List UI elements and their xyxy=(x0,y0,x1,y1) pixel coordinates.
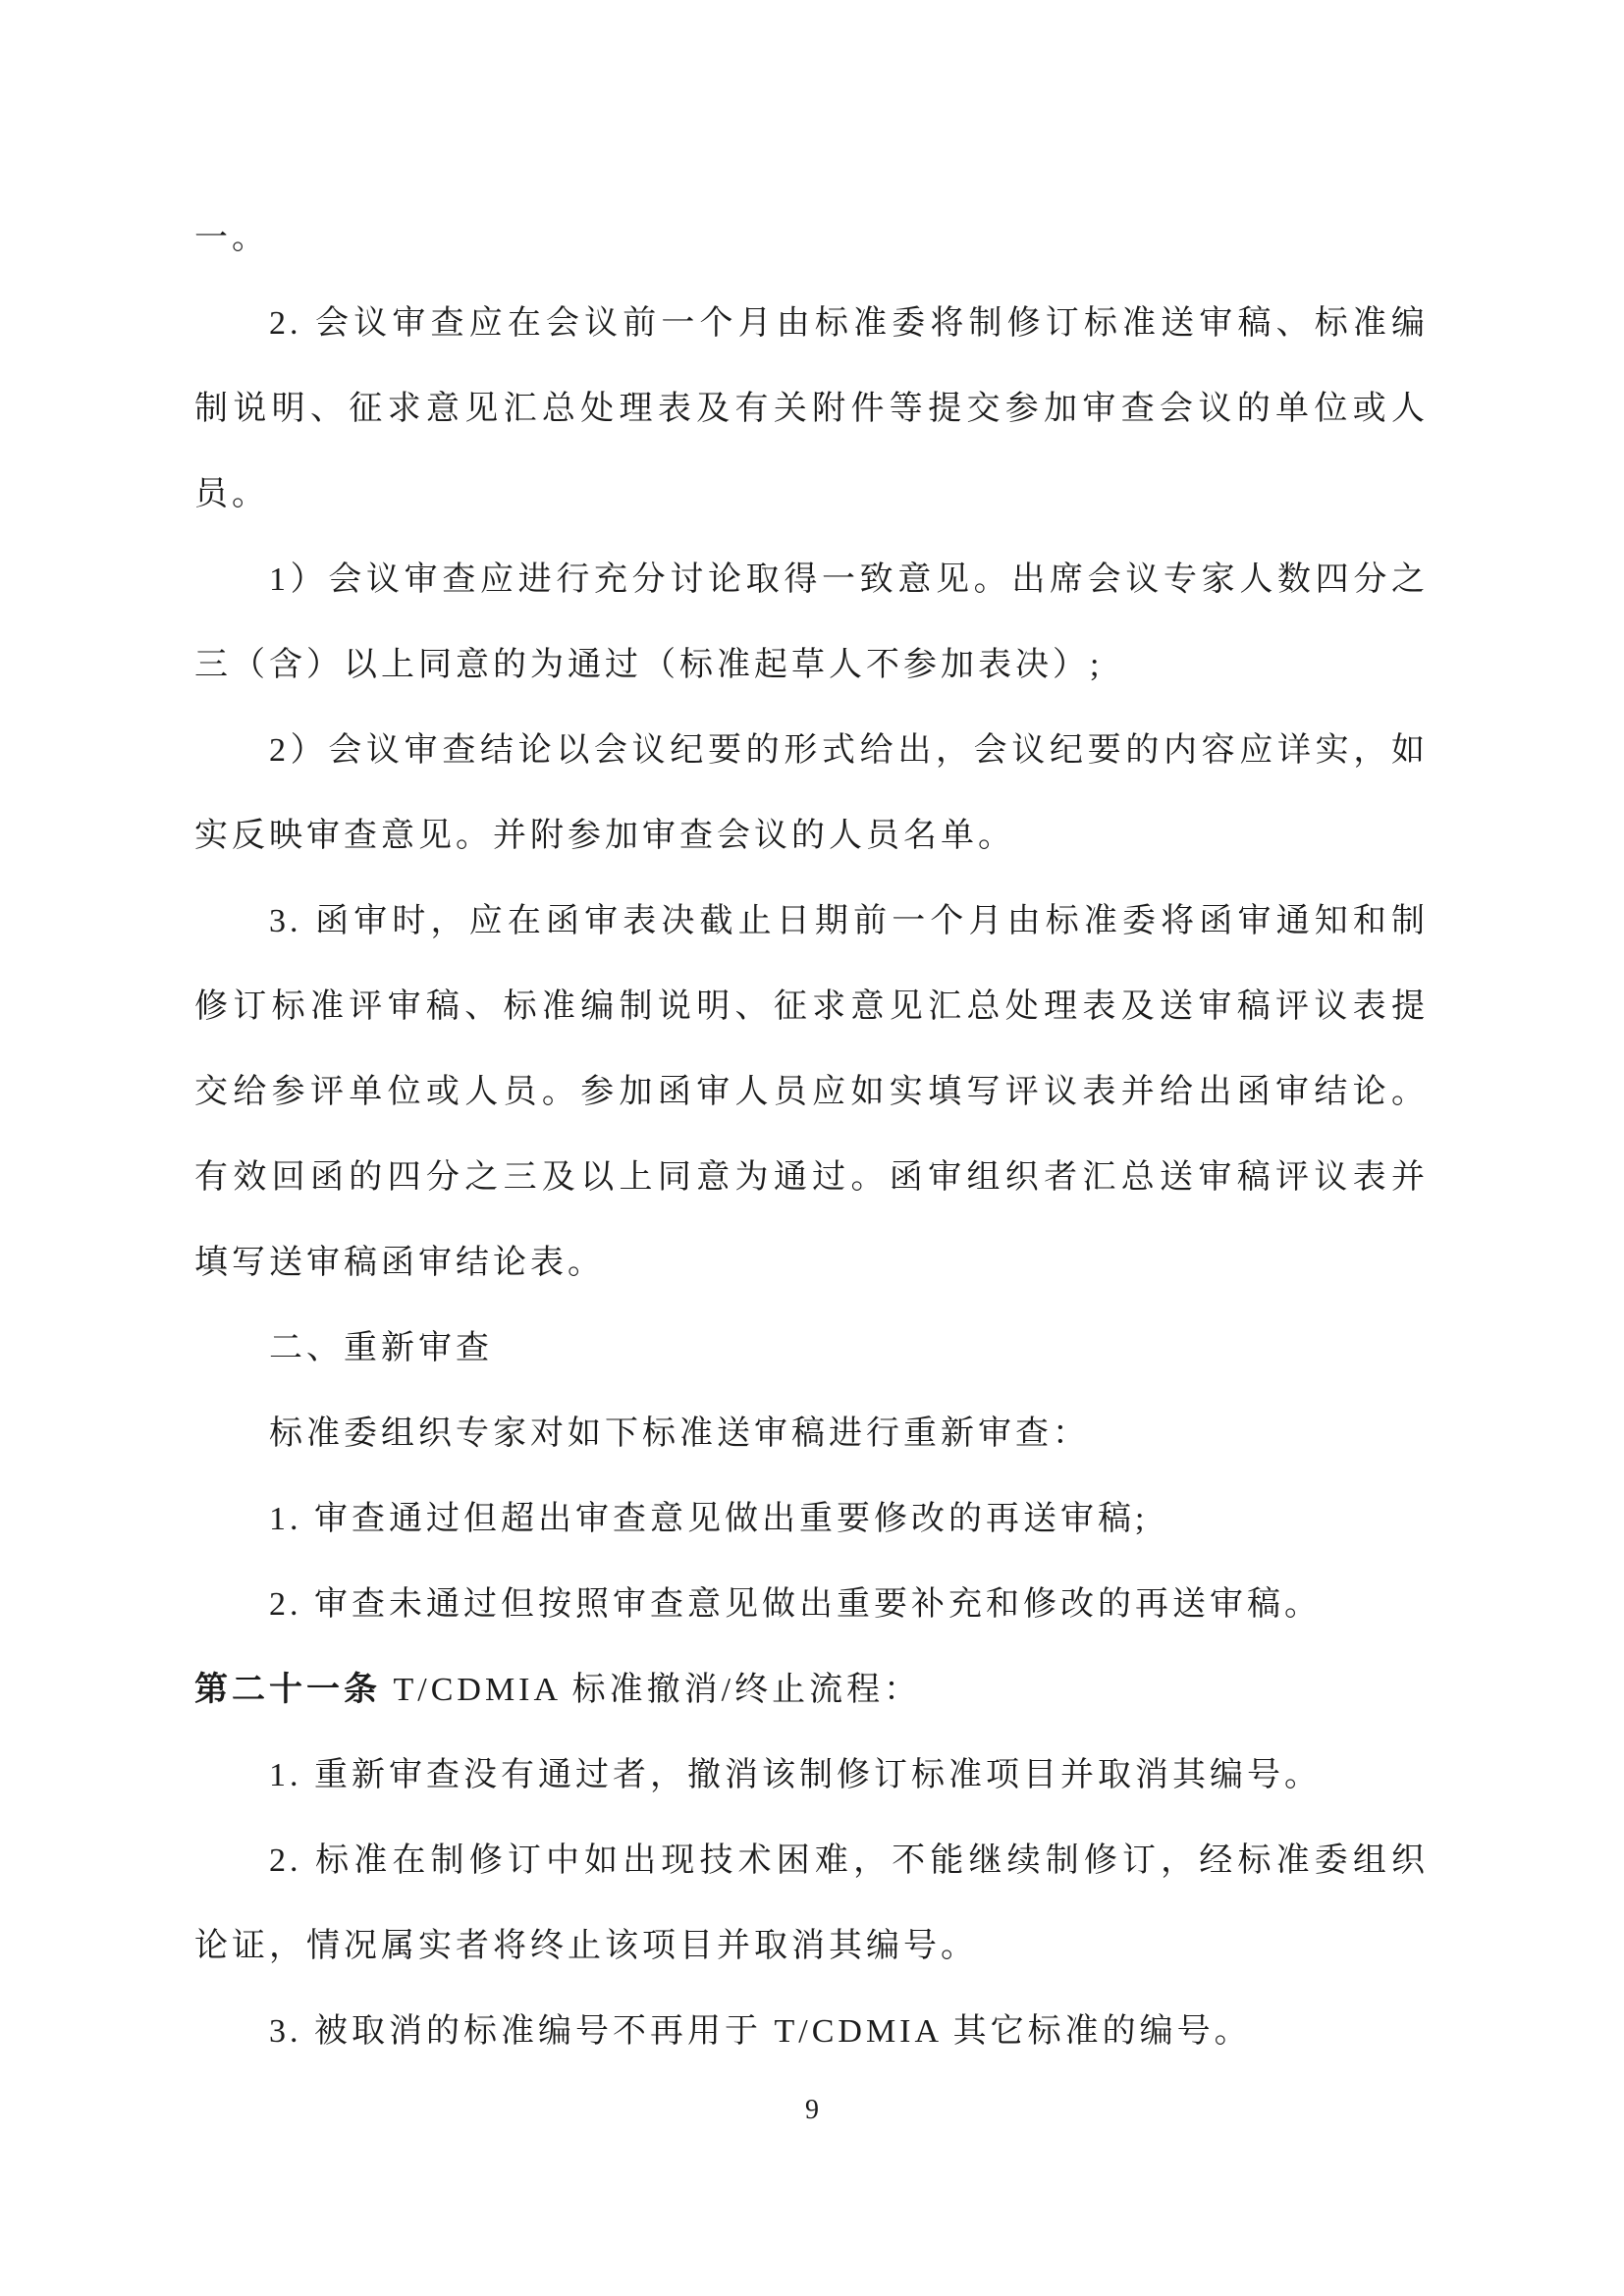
text-line: 修订标准评审稿、标准编制说明、征求意见汇总处理表及送审稿评议表提 xyxy=(194,988,1429,1025)
text-line: 有效回函的四分之三及以上同意为通过。函审组织者汇总送审稿评议表并 xyxy=(194,1159,1429,1196)
text-line: 2. 标准在制修订中如出现技术困难，不能继续制修订，经标准委组织 xyxy=(269,1842,1429,1879)
article-heading-line xyxy=(194,1647,1429,1733)
text-line: 1）会议审查应进行充分讨论取得一致意见。出席会议专家人数四分之 xyxy=(269,561,1429,598)
text-line: 二、重新审查 xyxy=(269,1330,493,1366)
article-number: 第二十一条 xyxy=(194,1672,381,1708)
text-line: 3. 函审时，应在函审表决截止日期前一个月由标准委将函审通知和制 xyxy=(269,903,1429,939)
text-line: 交给参评单位或人员。参加函审人员应如实填写评议表并给出函审结论。 xyxy=(194,1074,1429,1110)
text-line: 2. 审查未通过但按照审查意见做出重要补充和修改的再送审稿。 xyxy=(269,1586,1322,1623)
text-line: 三（含）以上同意的为通过（标准起草人不参加表决）; xyxy=(194,647,1104,683)
text-line: 2. 会议审查应在会议前一个月由标准委将制修订标准送审稿、标准编 xyxy=(269,305,1429,342)
text-line: 员。 xyxy=(194,476,269,512)
text-line: 1. 重新审查没有通过者，撤消该制修订标准项目并取消其编号。 xyxy=(269,1757,1322,1793)
text-line: 标准委组织专家对如下标准送审稿进行重新审查： xyxy=(269,1415,1090,1452)
text-line: 一。 xyxy=(194,220,269,256)
text-line: 制说明、征求意见汇总处理表及有关附件等提交参加审查会议的单位或人 xyxy=(194,391,1429,427)
page-number: 9 xyxy=(805,2095,819,2125)
text-block xyxy=(194,195,1429,2074)
text-line: 实反映审查意见。并附参加审查会议的人员名单。 xyxy=(194,818,1015,854)
text-line: 填写送审稿函审结论表。 xyxy=(194,1245,605,1281)
article-title: T/CDMIA 标准撤消/终止流程： xyxy=(381,1672,922,1708)
text-line: 2）会议审查结论以会议纪要的形式给出，会议纪要的内容应详实，如 xyxy=(269,732,1429,769)
text-line: 3. 被取消的标准编号不再用于 T/CDMIA 其它标准的编号。 xyxy=(269,2013,1252,2050)
text-line: 论证，情况属实者将终止该项目并取消其编号。 xyxy=(194,1928,978,1964)
text-line: 1. 审查通过但超出审查意见做出重要修改的再送审稿; xyxy=(269,1501,1149,1537)
